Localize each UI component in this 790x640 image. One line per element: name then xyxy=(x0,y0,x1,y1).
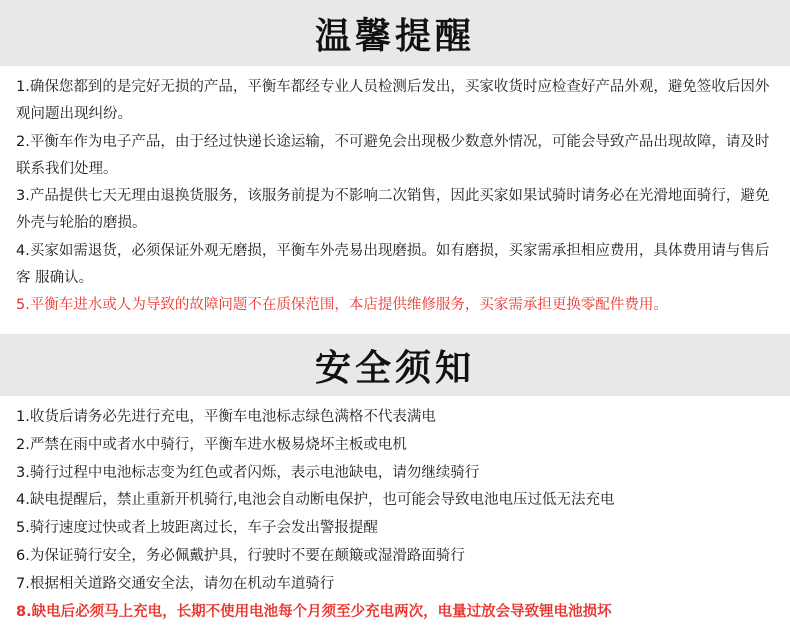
safety-item-8-warning: 8.缺电后必须马上充电，长期不使用电池每个月须至少充电两次，电量过放会导致锂电池损坏 xyxy=(16,603,612,620)
reminder-title: 温馨提醒 xyxy=(314,15,475,57)
safety-title: 安全须知 xyxy=(314,347,475,389)
safety-item-3: 3.骑行过程中电池标志变为红色或者闪烁，表示电池缺电，请勿继续骑行 xyxy=(16,464,480,481)
reminder-item-1: 1.确保您都到的是完好无损的产品，平衡车都经专业人员检测后发出，买家收货时应检查好产品外观，避免签收后因外观问题出现纠纷。 xyxy=(16,79,770,123)
reminder-item-3: 3.产品提供七天无理由退换货服务，该服务前提为不影响二次销售，因此买家如果试骑时请务必在光滑地面骑行，避免外壳与轮胎的磨损。 xyxy=(16,188,770,232)
reminder-section-header xyxy=(0,0,790,66)
reminder-item-5-warning: 5.平衡车进水或人为导致的故障问题不在质保范围，本店提供维修服务，买家需承担更换零配件费用。 xyxy=(16,297,668,314)
safety-item-4: 4.缺电提醒后，禁止重新开机骑行,电池会自动断电保护，也可能会导致电池电压过低无法充电 xyxy=(16,492,615,509)
safety-item-2: 2.严禁在雨中或者水中骑行，平衡车进水极易烧坏主板或电机 xyxy=(16,436,407,453)
safety-item-1: 1.收货后请务必先进行充电，平衡车电池标志绿色满格不代表满电 xyxy=(16,409,436,425)
safety-list xyxy=(16,404,776,626)
safety-item-6: 6.为保证骑行安全，务必佩戴护具，行驶时不要在颠簸或湿滑路面骑行 xyxy=(16,547,465,564)
reminder-list xyxy=(16,74,776,320)
reminder-item-2: 2.平衡车作为电子产品，由于经过快递长途运输，不可避免会出现极少数意外情况，可能会导致产品出现故障，请及时联系我们处理。 xyxy=(16,133,770,177)
safety-item-7: 7.根据相关道路交通安全法，请勿在机动车道骑行 xyxy=(16,575,335,592)
safety-section-header xyxy=(0,334,790,396)
reminder-item-4: 4.买家如需退货，必须保证外观无磨损，平衡车外壳易出现磨损。如有磨损，买家需承担相应费用，具体费用请与售后客 服确认。 xyxy=(16,242,770,287)
safety-item-5: 5.骑行速度过快或者上坡距离过长，车子会发出警报提醒 xyxy=(16,520,378,537)
